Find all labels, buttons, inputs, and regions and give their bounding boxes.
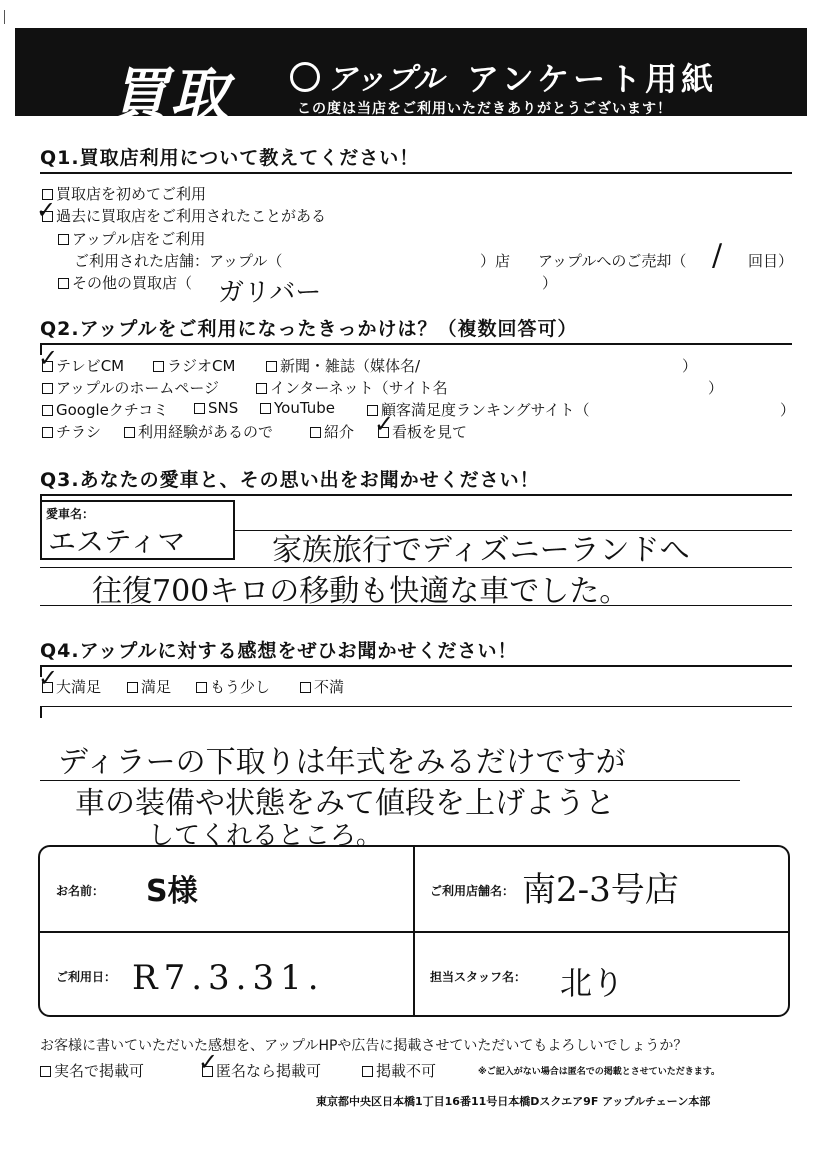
store-label: ご利用店舗名：	[430, 884, 515, 898]
q1-opt-past[interactable]: 過去に買取店をご利用されたことがある	[42, 205, 326, 226]
apple-logo-icon	[290, 62, 320, 92]
comment-line-0	[40, 706, 792, 707]
car-name-label: 愛車名：	[46, 507, 95, 521]
checkbox[interactable]	[266, 361, 277, 372]
q2-opt-google[interactable]: Googleクチコミ	[42, 399, 168, 420]
kaitori-logo: 買取	[110, 61, 231, 129]
q4-divider	[40, 665, 792, 667]
q1-divider	[40, 172, 792, 174]
check-mark-icon: ✓	[36, 196, 57, 224]
comment-text-2[interactable]: 車の装備や状態をみて値段を上げようと	[75, 786, 615, 821]
checkbox[interactable]	[40, 1066, 51, 1077]
info-horizontal-divider	[38, 931, 790, 933]
date-label: ご利用日：	[56, 970, 117, 984]
q2-opt-youtube[interactable]: YouTube	[260, 399, 335, 417]
checkbox[interactable]	[58, 278, 69, 289]
checkbox[interactable]	[310, 427, 321, 438]
name-value[interactable]: S様	[146, 874, 198, 909]
checkbox[interactable]	[42, 383, 53, 394]
q2-opt-signboard[interactable]: 看板を見て	[378, 421, 467, 442]
q2-row1-close: ）	[682, 357, 698, 375]
store-value[interactable]: 南2-3号店	[522, 870, 679, 910]
q2-opt-tvcm[interactable]: テレビCM	[42, 355, 124, 376]
thanks-message: この度は当店をご利用いただきありがとうございます！	[297, 101, 672, 117]
q4-opt-dissatisfied[interactable]: 不満	[300, 676, 344, 697]
q1-count-suffix: 回目）	[748, 252, 794, 270]
q2-opt-referral[interactable]: 紹介	[310, 421, 354, 442]
q2-opt-internet[interactable]: インターネット（サイト名	[256, 377, 448, 398]
q1-title: Q1.買取店利用について教えてください！	[40, 147, 420, 169]
q2-opt-flyer[interactable]: チラシ	[42, 421, 101, 442]
footer-address: 東京都中央区日本橋1丁目16番11号日本橋Dスクエア9F アップルチェーン本部	[316, 1095, 711, 1108]
q4-opt-very-satisfied[interactable]: 大満足	[42, 676, 101, 697]
checkbox[interactable]	[196, 682, 207, 693]
q4-opt-somewhat[interactable]: もう少し	[196, 676, 270, 697]
consent-anonymous[interactable]: 匿名なら掲載可	[202, 1060, 321, 1081]
memory-text-1[interactable]: 家族旅行でディズニーランドへ	[272, 533, 690, 568]
consent-real-name[interactable]: 実名で掲載可	[40, 1060, 144, 1081]
q2-row3-close: ）	[780, 401, 796, 419]
checkbox[interactable]	[127, 682, 138, 693]
q3-title: Q3.あなたの愛車と、その思い出をお聞かせください！	[40, 469, 540, 491]
header-banner	[15, 28, 807, 129]
q1-opt-first[interactable]: 買取店を初めてご利用	[42, 183, 206, 204]
q1-store-suffix: ）店	[480, 252, 511, 270]
staff-label: 担当スタッフ名：	[430, 970, 527, 984]
q1-other-close: ）	[542, 274, 558, 292]
q2-opt-experience[interactable]: 利用経験があるので	[124, 421, 273, 442]
q2-opt-newspaper[interactable]: 新聞・雑誌（媒体名/	[266, 355, 420, 376]
checkbox[interactable]	[153, 361, 164, 372]
consent-question: お客様に書いていただいた感想を、アップルHPや広告に掲載させていただいてもよろしいでしょうか？	[40, 1038, 688, 1054]
q1-count-label: アップルへのご売却（	[538, 252, 687, 270]
q1-other-value[interactable]: ガリバー	[218, 278, 322, 308]
q2-divider	[40, 343, 792, 345]
date-value[interactable]: R7.3.31.	[132, 958, 325, 998]
q1-count-value[interactable]: /	[712, 238, 723, 273]
q4-title: Q4.アップルに対する感想をぜひお聞かせください！	[40, 640, 518, 662]
check-mark-icon: ✓	[38, 344, 59, 372]
q2-title: Q2.アップルをご利用になったきっかけは？（複数回答可）	[40, 318, 578, 340]
staff-value[interactable]: 北り	[560, 964, 625, 1002]
q1-opt-apple[interactable]: アップル店をご利用	[58, 228, 205, 249]
consent-not-allowed[interactable]: 掲載不可	[362, 1060, 436, 1081]
checkbox[interactable]	[300, 682, 311, 693]
car-name-value[interactable]: エスティマ	[48, 525, 186, 558]
q1-store-label: ご利用された店舗：アップル（	[74, 252, 283, 270]
name-label: お名前：	[56, 884, 105, 898]
q4-opt-satisfied[interactable]: 満足	[127, 676, 171, 697]
check-mark-icon: ✓	[198, 1048, 219, 1076]
q2-opt-sns[interactable]: SNS	[194, 399, 238, 417]
q2-opt-homepage[interactable]: アップルのホームページ	[42, 377, 219, 398]
q3-divider	[40, 494, 792, 496]
checkbox[interactable]	[362, 1066, 373, 1077]
q2-opt-radiocm[interactable]: ラジオCM	[153, 355, 235, 376]
check-mark-icon: ✓	[374, 410, 395, 438]
checkbox[interactable]	[260, 403, 271, 414]
q2-opt-ranking[interactable]: 顧客満足度ランキングサイト（	[367, 399, 590, 420]
brand-name: アップル	[327, 62, 444, 97]
comment-text-3[interactable]: してくれるところ。	[148, 821, 383, 851]
consent-note: ※ご記入がない場合は匿名での掲載とさせていただきます。	[478, 1067, 721, 1077]
checkbox[interactable]	[256, 383, 267, 394]
comment-tick	[40, 706, 42, 718]
car-name-box	[40, 500, 235, 560]
crop-mark	[4, 10, 5, 24]
survey-title: アンケート用紙	[467, 60, 718, 98]
checkbox[interactable]	[58, 234, 69, 245]
comment-text-1[interactable]: ディラーの下取りは年式をみるだけですが	[58, 745, 626, 780]
checkbox[interactable]	[194, 403, 205, 414]
memory-text-2[interactable]: 往復700キロの移動も快適な車でした。	[92, 574, 630, 609]
q1-opt-other[interactable]: その他の買取店（	[58, 272, 192, 293]
checkbox[interactable]	[42, 427, 53, 438]
checkbox[interactable]	[124, 427, 135, 438]
q2-row2-close: ）	[708, 379, 724, 397]
checkbox[interactable]	[42, 405, 53, 416]
check-mark-icon: ✓	[38, 664, 59, 692]
